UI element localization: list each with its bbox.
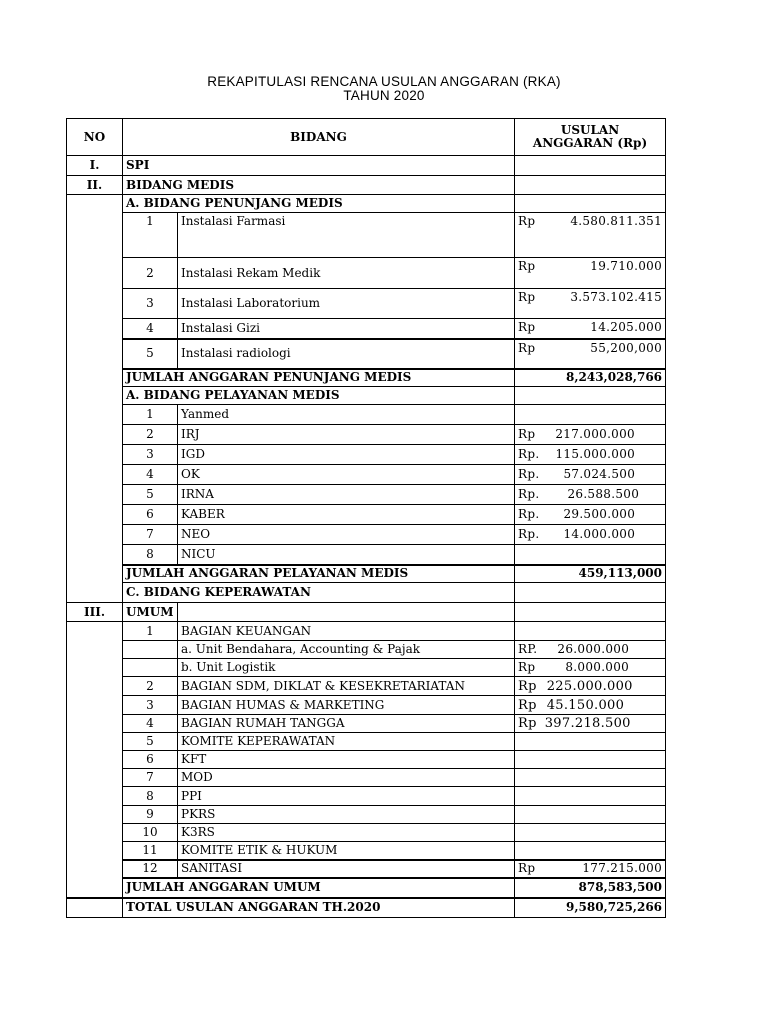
item-no: 3 xyxy=(123,289,178,319)
empty-cell xyxy=(515,545,666,565)
grand-total-value: 9,580,725,266 xyxy=(515,898,666,918)
section-no: I. xyxy=(67,156,123,176)
item-name: NICU xyxy=(178,545,515,565)
empty-cell xyxy=(67,289,123,319)
currency: RP. xyxy=(518,642,538,656)
subsection-label: A. BIDANG PENUNJANG MEDIS xyxy=(123,195,515,213)
item-no xyxy=(123,659,178,677)
item-amount-cell xyxy=(515,715,666,733)
amount: 225.000.000 xyxy=(546,678,633,694)
item-name: SANITASI xyxy=(178,860,515,878)
table-row xyxy=(67,806,666,824)
empty-cell xyxy=(67,769,123,787)
amount: 115.000.000 xyxy=(555,447,636,461)
empty-cell xyxy=(67,425,123,445)
empty-cell xyxy=(67,339,123,369)
item-amount-cell xyxy=(515,339,666,369)
empty-cell xyxy=(515,751,666,769)
subsection-row-penunjang xyxy=(67,195,666,213)
table-row xyxy=(67,696,666,715)
table-row xyxy=(67,213,666,258)
empty-cell xyxy=(67,622,123,641)
item-name: OK xyxy=(178,465,515,485)
item-no: 3 xyxy=(123,696,178,715)
item-no: 6 xyxy=(123,751,178,769)
table-row xyxy=(67,425,666,445)
section-row-spi xyxy=(67,156,666,176)
item-no: 5 xyxy=(123,339,178,369)
item-no: 6 xyxy=(123,505,178,525)
section-label: UMUM xyxy=(123,603,178,622)
amount: 217.000.000 xyxy=(555,427,635,441)
subtotal-row-pelayanan xyxy=(67,565,666,583)
table-row xyxy=(67,751,666,769)
empty-cell xyxy=(67,751,123,769)
amount: 57.024.500 xyxy=(563,467,636,481)
empty-cell xyxy=(67,465,123,485)
amount: 45.150.000 xyxy=(546,697,625,713)
item-no: 7 xyxy=(123,525,178,545)
item-amount-cell xyxy=(515,641,666,659)
item-no: 2 xyxy=(123,258,178,289)
item-no: 2 xyxy=(123,425,178,445)
currency: Rp xyxy=(518,214,536,228)
item-amount-cell xyxy=(515,696,666,715)
item-name: NEO xyxy=(178,525,515,545)
amount: 19.710.000 xyxy=(590,259,663,273)
header-usulan-line2: ANGGARAN (Rp) xyxy=(532,136,648,150)
item-no: 3 xyxy=(123,445,178,465)
item-name: BAGIAN SDM, DIKLAT & KESEKRETARIATAN xyxy=(178,677,515,696)
empty-cell xyxy=(178,603,515,622)
subsection-row-pelayanan xyxy=(67,387,666,405)
table-row xyxy=(67,860,666,878)
empty-cell xyxy=(67,824,123,842)
empty-cell xyxy=(67,387,123,405)
item-no: 8 xyxy=(123,545,178,565)
item-no: 9 xyxy=(123,806,178,824)
currency: Rp. xyxy=(518,487,540,501)
table-row xyxy=(67,505,666,525)
table-row xyxy=(67,641,666,659)
section-row-umum xyxy=(67,603,666,622)
amount: 14.205.000 xyxy=(590,320,663,334)
amount: 29.500.000 xyxy=(563,507,636,521)
table-row xyxy=(67,677,666,696)
subtotal-value: 878,583,500 xyxy=(515,878,666,898)
empty-cell xyxy=(67,405,123,425)
empty-cell xyxy=(67,525,123,545)
item-no xyxy=(123,641,178,659)
header-no: NO xyxy=(67,119,123,156)
section-label: SPI xyxy=(123,156,515,176)
item-name: IRJ xyxy=(178,425,515,445)
amount: 8.000.000 xyxy=(565,660,630,674)
amount: 55,200,000 xyxy=(590,340,663,355)
header-usulan xyxy=(515,119,666,156)
empty-cell xyxy=(515,806,666,824)
subtotal-row-penunjang xyxy=(67,369,666,387)
item-amount-cell xyxy=(515,485,666,505)
currency: Rp xyxy=(518,697,537,713)
empty-cell xyxy=(67,641,123,659)
currency: Rp. xyxy=(518,447,540,461)
amount: 26.000.000 xyxy=(557,642,630,656)
item-name: PPI xyxy=(178,787,515,806)
item-amount-cell xyxy=(515,525,666,545)
empty-cell xyxy=(67,696,123,715)
document-title: REKAPITULASI RENCANA USULAN ANGGARAN (RKA) xyxy=(207,74,561,89)
item-no: 5 xyxy=(123,733,178,751)
table-row xyxy=(67,405,666,425)
item-name: BAGIAN KEUANGAN xyxy=(178,622,515,641)
empty-cell xyxy=(67,842,123,860)
document-year: TAHUN 2020 xyxy=(343,88,425,103)
table-row xyxy=(67,545,666,565)
empty-cell xyxy=(67,677,123,696)
item-name: KABER xyxy=(178,505,515,525)
amount: 3.573.102.415 xyxy=(570,290,663,304)
empty-cell xyxy=(515,176,666,195)
item-no: 11 xyxy=(123,842,178,860)
empty-cell xyxy=(67,445,123,465)
table-row xyxy=(67,769,666,787)
subtotal-label: JUMLAH ANGGARAN PELAYANAN MEDIS xyxy=(123,565,515,583)
currency: Rp xyxy=(518,427,536,441)
empty-cell xyxy=(67,369,123,387)
item-no: 1 xyxy=(123,622,178,641)
section-no: III. xyxy=(67,603,123,622)
item-no: 7 xyxy=(123,769,178,787)
item-name: Yanmed xyxy=(178,405,515,425)
empty-cell xyxy=(515,405,666,425)
currency: Rp xyxy=(518,340,536,355)
item-name: Instalasi radiologi xyxy=(178,339,515,369)
subsection-row-keperawatan xyxy=(67,583,666,603)
empty-cell xyxy=(67,545,123,565)
empty-cell xyxy=(515,733,666,751)
item-amount-cell xyxy=(515,319,666,339)
currency: Rp xyxy=(518,320,536,334)
empty-cell xyxy=(67,213,123,258)
table-row xyxy=(67,525,666,545)
header-usulan-line1: USULAN xyxy=(560,123,620,137)
item-name: b. Unit Logistik xyxy=(178,659,515,677)
currency: Rp xyxy=(518,716,537,731)
empty-cell xyxy=(67,787,123,806)
currency: Rp xyxy=(518,861,536,875)
subtotal-value: 8,243,028,766 xyxy=(515,369,666,387)
table-header-row xyxy=(67,119,666,156)
empty-cell xyxy=(67,258,123,289)
subsection-label: C. BIDANG KEPERAWATAN xyxy=(123,583,515,603)
empty-cell xyxy=(67,505,123,525)
amount: 14.000.000 xyxy=(563,527,636,541)
amount: 4.580.811.351 xyxy=(570,214,663,228)
currency: Rp xyxy=(518,290,536,304)
item-amount-cell xyxy=(515,659,666,677)
table-row xyxy=(67,319,666,339)
item-name: Instalasi Gizi xyxy=(178,319,515,339)
item-no: 8 xyxy=(123,787,178,806)
item-name: IGD xyxy=(178,445,515,465)
table-row xyxy=(67,339,666,369)
amount: 177.215.000 xyxy=(582,861,663,875)
empty-cell xyxy=(515,156,666,176)
section-row-medis xyxy=(67,176,666,195)
subtotal-label: JUMLAH ANGGARAN PENUNJANG MEDIS xyxy=(123,369,515,387)
amount: 26.588.500 xyxy=(567,487,640,501)
currency: Rp. xyxy=(518,527,540,541)
item-name: KOMITE ETIK & HUKUM xyxy=(178,842,515,860)
grand-total-row xyxy=(67,898,666,918)
subtotal-row-umum xyxy=(67,878,666,898)
item-name: K3RS xyxy=(178,824,515,842)
item-name: PKRS xyxy=(178,806,515,824)
subsection-label: A. BIDANG PELAYANAN MEDIS xyxy=(123,387,515,405)
empty-cell xyxy=(67,583,123,603)
currency: Rp. xyxy=(518,467,540,481)
budget-table xyxy=(66,118,666,918)
item-no: 1 xyxy=(123,213,178,258)
table-row xyxy=(67,824,666,842)
item-amount-cell xyxy=(515,465,666,485)
item-amount-cell xyxy=(515,860,666,878)
empty-cell xyxy=(515,787,666,806)
table-row xyxy=(67,715,666,733)
section-no: II. xyxy=(67,176,123,195)
table-row xyxy=(67,787,666,806)
grand-total-label: TOTAL USULAN ANGGARAN TH.2020 xyxy=(123,898,515,918)
empty-cell xyxy=(515,583,666,603)
item-no: 5 xyxy=(123,485,178,505)
item-no: 4 xyxy=(123,465,178,485)
empty-cell xyxy=(67,565,123,583)
item-name: BAGIAN HUMAS & MARKETING xyxy=(178,696,515,715)
item-amount-cell xyxy=(515,258,666,289)
empty-cell xyxy=(67,659,123,677)
currency: Rp xyxy=(518,678,537,694)
table-row xyxy=(67,485,666,505)
item-no: 10 xyxy=(123,824,178,842)
subtotal-value: 459,113,000 xyxy=(515,565,666,583)
empty-cell xyxy=(67,195,123,213)
empty-cell xyxy=(67,733,123,751)
empty-cell xyxy=(515,603,666,622)
empty-cell xyxy=(515,387,666,405)
table-row xyxy=(67,258,666,289)
empty-cell xyxy=(67,715,123,733)
table-row xyxy=(67,289,666,319)
empty-cell xyxy=(515,622,666,641)
item-name: Instalasi Laboratorium xyxy=(178,289,515,319)
empty-cell xyxy=(515,824,666,842)
item-no: 4 xyxy=(123,319,178,339)
item-name: KOMITE KEPERAWATAN xyxy=(178,733,515,751)
table-row xyxy=(67,733,666,751)
currency: Rp. xyxy=(518,507,540,521)
item-no: 4 xyxy=(123,715,178,733)
empty-cell xyxy=(67,485,123,505)
item-name: KFT xyxy=(178,751,515,769)
table-row xyxy=(67,465,666,485)
item-no: 1 xyxy=(123,405,178,425)
item-name: Instalasi Rekam Medik xyxy=(178,258,515,289)
item-amount-cell xyxy=(515,289,666,319)
empty-cell xyxy=(515,769,666,787)
item-name: MOD xyxy=(178,769,515,787)
table-row xyxy=(67,622,666,641)
subtotal-label: JUMLAH ANGGARAN UMUM xyxy=(123,878,515,898)
section-label: BIDANG MEDIS xyxy=(123,176,515,195)
item-name: Instalasi Farmasi xyxy=(178,213,515,258)
empty-cell xyxy=(515,842,666,860)
table-row xyxy=(67,842,666,860)
header-bidang: BIDANG xyxy=(123,119,515,156)
empty-cell xyxy=(67,860,123,878)
empty-cell xyxy=(67,898,123,918)
currency: Rp xyxy=(518,660,536,674)
empty-cell xyxy=(67,878,123,898)
empty-cell xyxy=(515,195,666,213)
item-no: 2 xyxy=(123,677,178,696)
item-amount-cell xyxy=(515,425,666,445)
item-name: IRNA xyxy=(178,485,515,505)
item-amount-cell xyxy=(515,445,666,465)
item-amount-cell xyxy=(515,677,666,696)
item-no: 12 xyxy=(123,860,178,878)
empty-cell xyxy=(67,319,123,339)
table-row xyxy=(67,659,666,677)
table-row xyxy=(67,445,666,465)
item-amount-cell xyxy=(515,213,666,258)
item-name: BAGIAN RUMAH TANGGA xyxy=(178,715,515,733)
currency: Rp xyxy=(518,259,536,273)
empty-cell xyxy=(67,806,123,824)
item-name: a. Unit Bendahara, Accounting & Pajak xyxy=(178,641,515,659)
amount: 397.218.500 xyxy=(544,716,631,731)
item-amount-cell xyxy=(515,505,666,525)
